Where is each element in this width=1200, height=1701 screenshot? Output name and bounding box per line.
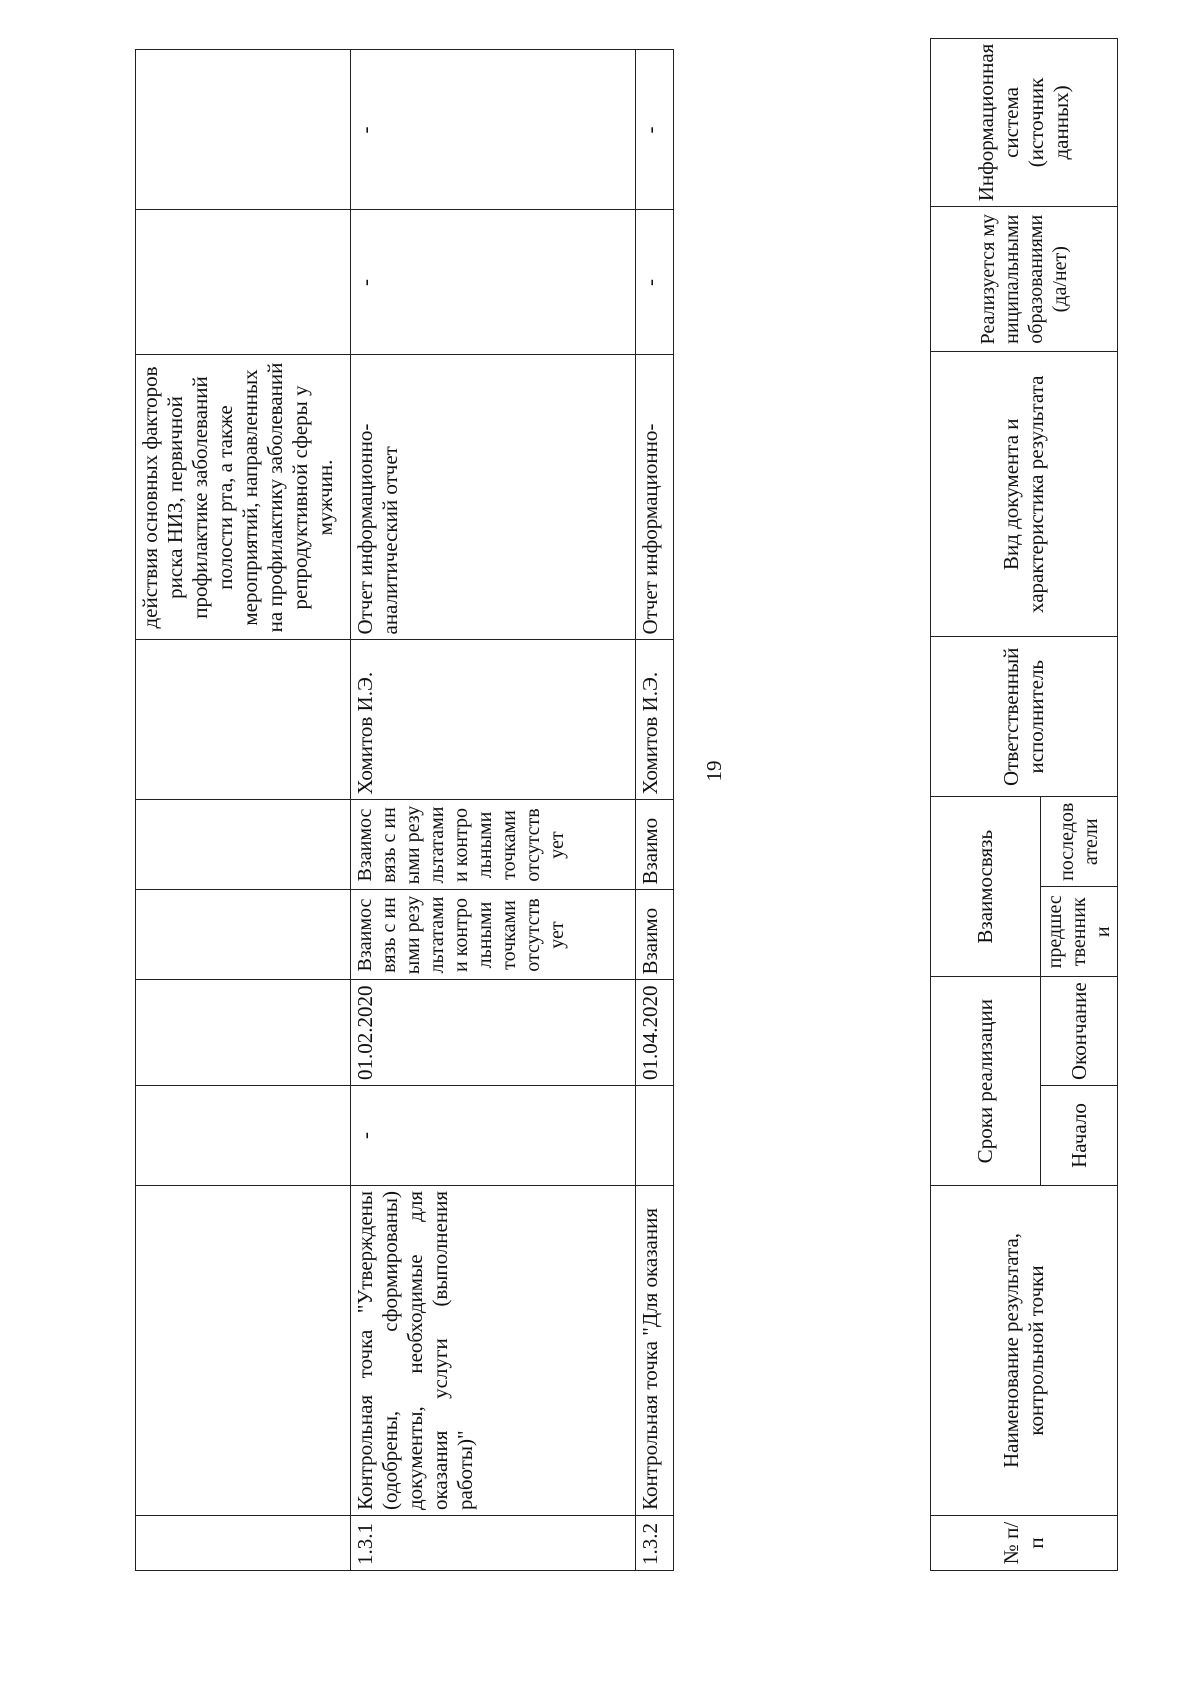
header-relation: Взаимосвязь [931, 797, 1041, 977]
predecessors: Взаимосвязь с иными результатами и контрольными точками отсутствует [351, 890, 636, 980]
table-row [351, 50, 636, 1571]
predecessors: Взаимо [636, 890, 674, 980]
municipal: - [351, 210, 636, 355]
responsible: Хомитов И.Э. [636, 640, 674, 800]
doc-type: Отчет информационно- [636, 355, 674, 640]
header-terms: Сроки реализации [931, 977, 1041, 1186]
result-name: Контрольная точка "Утверждены (одобрены, сформированы) документы, необходимые для оказания услуги (выполнения работы)" [351, 1186, 636, 1516]
responsible: Хомитов И.Э. [351, 640, 636, 800]
table-row [136, 50, 351, 1571]
successors: Взаимо [636, 800, 674, 890]
table-header [930, 38, 1118, 1571]
doc-type: Отчет информационно-аналитический отчет [351, 355, 636, 640]
info-system: - [636, 50, 674, 210]
header-end: Окончание [1041, 977, 1118, 1086]
header-result-name: Наименование результата, контрольной точки [931, 1186, 1118, 1516]
header-number: № п/п [931, 1516, 1118, 1571]
row-number: 1.3.1 [351, 1516, 636, 1571]
end-date: 01.04.2020 [636, 980, 674, 1086]
table-row [636, 50, 674, 1571]
header-predecessors: предшественники [1041, 887, 1118, 977]
info-system: - [351, 50, 636, 210]
header-info-system: Информационная система (источник данных) [931, 38, 1118, 207]
page-number: 19 [702, 760, 726, 782]
header-doc-type: Вид документа и характеристика результата [931, 352, 1118, 637]
end-date: 01.02.2020 [351, 980, 636, 1086]
municipal: - [636, 210, 674, 355]
start-date [636, 1086, 674, 1186]
result-name: Контрольная точка "Для оказания [636, 1186, 674, 1516]
row-number: 1.3.2 [636, 1516, 674, 1571]
start-date: - [351, 1086, 636, 1186]
header-start: Начало [1041, 1086, 1118, 1186]
header-municipal: Реализуется муниципальными образованиями (да/нет) [931, 207, 1118, 352]
header-responsible: Ответственный исполнитель [931, 637, 1118, 797]
plan-table-continuation [135, 50, 674, 1572]
successors: Взаимосвязь с иными результатами и контрольными точками отсутствует [351, 800, 636, 890]
header-successors: последователи [1041, 797, 1118, 887]
description-cell: действия основных факторов риска НИЗ, первичной профилактике заболеваний полости рта, а также мероприятий, направленных на профилактику заболеваний репродуктивной сферы у мужчин. [136, 355, 351, 640]
